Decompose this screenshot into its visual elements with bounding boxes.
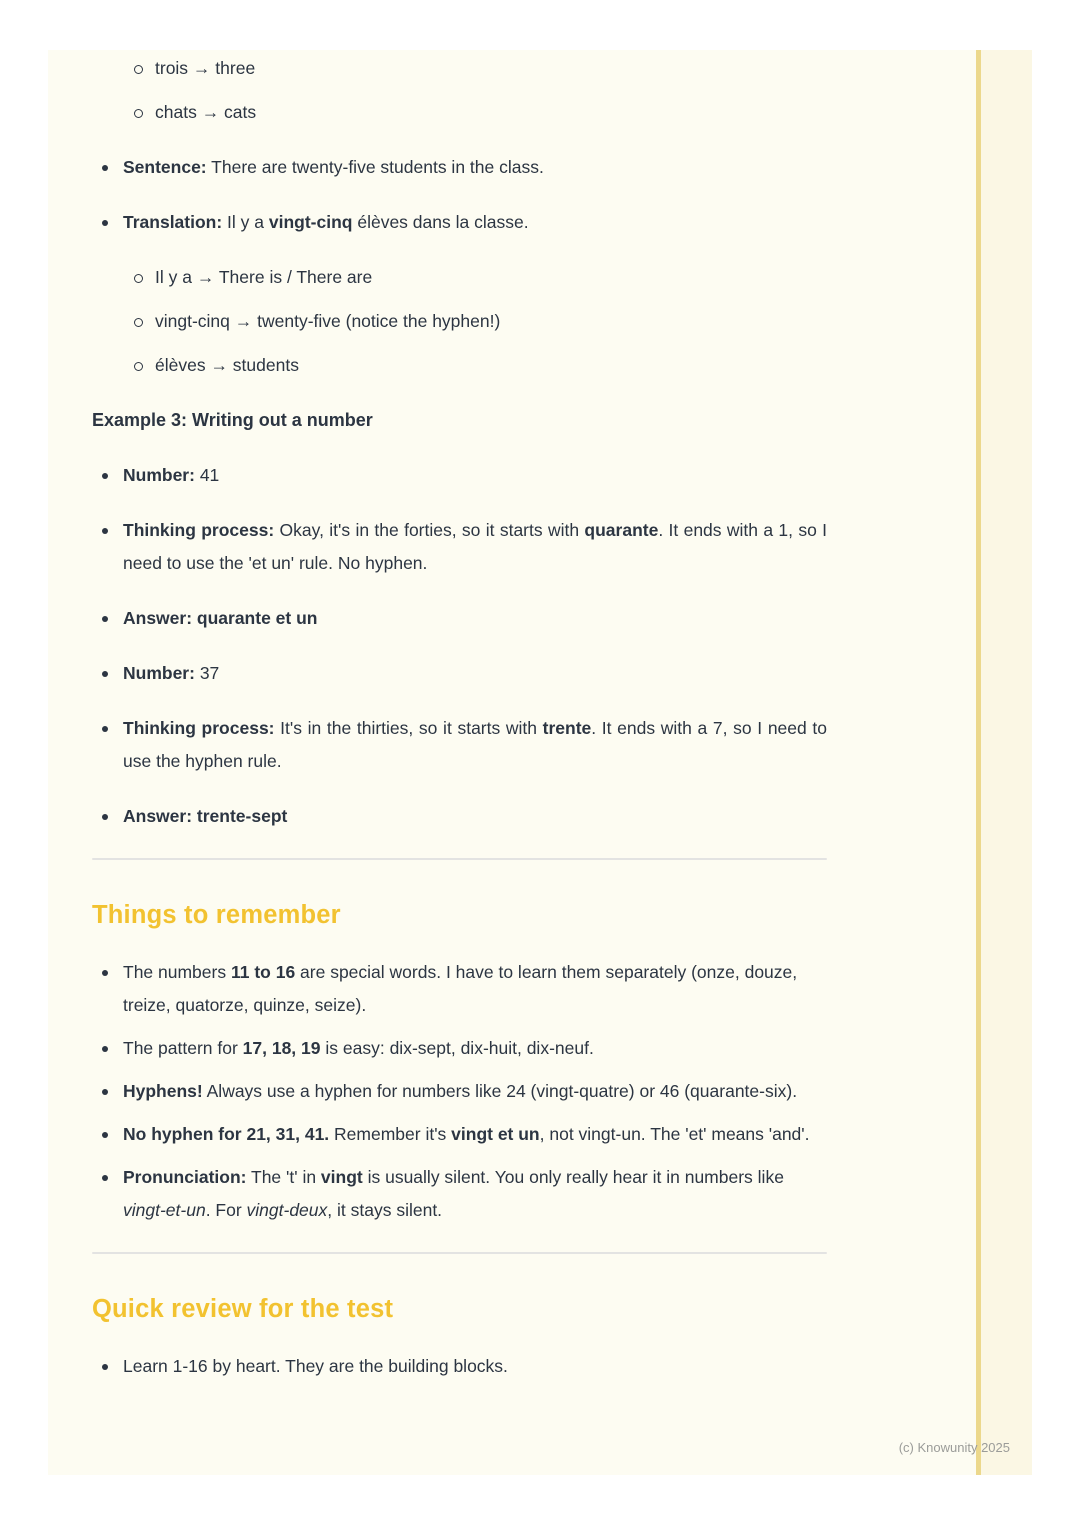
text-segment: 17, 18, 19 <box>242 1038 321 1058</box>
section-divider <box>92 1252 827 1254</box>
bullet-marker-box <box>125 349 155 371</box>
bullet-marker-box <box>92 657 123 677</box>
text-segment: . It ends with a 1, so I need to use the 'et un' rule. No hyphen. <box>123 520 828 573</box>
text-segment: Always use a hyphen for numbers like 24 (vingt-quatre) or 46 (quarante-six). <box>202 1081 798 1101</box>
text-segment: vingt-cinq <box>268 212 353 232</box>
text-segment: vingt-deux <box>246 1200 328 1220</box>
text-segment: quarante <box>584 520 659 540</box>
list-item <box>92 514 827 580</box>
sub-list-item <box>92 52 827 85</box>
list-item-text <box>155 52 827 85</box>
list-item <box>92 1350 827 1383</box>
list-item <box>92 1075 827 1108</box>
text-segment: It's in the thirties, so it starts with <box>274 718 543 738</box>
hollow-bullet-icon <box>134 65 143 74</box>
text-segment: No hyphen for 21, 31, 41. <box>123 1124 330 1144</box>
bullet-dot-icon <box>102 1046 108 1052</box>
list-item-text <box>123 1350 827 1383</box>
bullet-dot-icon <box>102 616 108 622</box>
list-item-text <box>123 657 827 690</box>
notes-content <box>48 50 976 1383</box>
bullet-marker-box <box>125 305 155 327</box>
bullet-dot-icon <box>102 1364 108 1370</box>
text-segment: Answer: quarante et un <box>123 608 318 628</box>
text-segment: Remember it's <box>329 1124 452 1144</box>
list-item-text <box>123 1032 827 1065</box>
bullet-marker-box <box>125 96 155 118</box>
list-item-text <box>123 1161 827 1227</box>
bullet-marker-box <box>92 1118 123 1138</box>
page-edge-strip <box>981 50 1032 1475</box>
sub-list-item <box>92 305 827 338</box>
bullet-marker-box <box>92 602 123 622</box>
text-segment: Number: <box>123 663 195 683</box>
text-segment: . For <box>205 1200 247 1220</box>
bullet-marker-box <box>92 800 123 820</box>
text-segment: The pattern for <box>123 1038 243 1058</box>
text-segment: Learn 1-16 by heart. They are the building blocks. <box>123 1356 508 1376</box>
list-item-text <box>123 1118 827 1151</box>
bullet-marker-box <box>92 151 123 171</box>
section-divider <box>92 858 827 860</box>
text-segment: Thinking process: <box>123 520 275 540</box>
hollow-bullet-icon <box>134 318 143 327</box>
text-segment: chats → cats <box>155 102 257 122</box>
text-segment: Number: <box>123 465 195 485</box>
bullet-marker-box <box>125 261 155 283</box>
sub-list-item <box>92 349 827 382</box>
text-segment: élèves → students <box>155 355 299 375</box>
text-segment: Things to remember <box>92 901 341 929</box>
text-segment: Il y a → There is / There are <box>155 267 373 287</box>
text-segment: is usually silent. You only really hear it in numbers like <box>362 1167 784 1187</box>
bullet-marker-box <box>92 1350 123 1370</box>
text-segment: vingt et un <box>451 1124 540 1144</box>
bullet-dot-icon <box>102 528 108 534</box>
text-segment: are special words. I have to learn them separately (onze, douze, treize, quatorze, quinze, seize). <box>123 962 798 1015</box>
bullet-marker-box <box>92 514 123 534</box>
section-heading <box>92 896 827 934</box>
list-item-text <box>123 800 827 833</box>
list-item <box>92 1118 827 1151</box>
text-segment: vingt-cinq → twenty-five (notice the hyphen!) <box>155 311 501 331</box>
text-segment: . It ends with a 7, so I need to use the hyphen rule. <box>123 718 827 771</box>
bullet-marker-box <box>92 956 123 976</box>
list-item <box>92 151 827 184</box>
list-item <box>92 459 827 492</box>
example-subheading <box>92 404 827 437</box>
bullet-dot-icon <box>102 165 108 171</box>
text-segment: 41 <box>194 465 220 485</box>
text-segment: Pronunciation: <box>123 1167 247 1187</box>
text-segment: vingt-et-un <box>123 1200 206 1220</box>
list-item <box>92 956 827 1022</box>
list-item-text <box>155 349 827 382</box>
list-item-text <box>123 1075 827 1108</box>
text-segment: The numbers <box>123 962 231 982</box>
text-segment: The 't' in <box>246 1167 321 1187</box>
text-segment: Answer: trente-sept <box>123 806 288 826</box>
bullet-dot-icon <box>102 1175 108 1181</box>
text-segment: Il y a <box>222 212 269 232</box>
text-segment: vingt <box>320 1167 363 1187</box>
text-segment: Example 3: Writing out a number <box>92 410 373 430</box>
hollow-bullet-icon <box>134 109 143 118</box>
list-item-text <box>123 712 827 778</box>
hollow-bullet-icon <box>134 362 143 371</box>
bullet-marker-box <box>92 1032 123 1052</box>
list-item <box>92 1161 827 1227</box>
text-segment: Okay, it's in the forties, so it starts with <box>274 520 585 540</box>
list-item <box>92 206 827 239</box>
list-item-text <box>155 261 827 294</box>
text-segment: 11 to 16 <box>230 962 296 982</box>
list-item-text <box>155 96 827 129</box>
list-item-text <box>155 305 827 338</box>
section-heading <box>92 1290 827 1328</box>
list-item-text <box>123 151 827 184</box>
bullet-dot-icon <box>102 473 108 479</box>
bullet-marker-box <box>125 52 155 74</box>
list-item <box>92 712 827 778</box>
text-segment: , not vingt-un. The 'et' means 'and'. <box>539 1124 810 1144</box>
text-segment: Quick review for the test <box>92 1295 394 1323</box>
text-segment: There are twenty-five students in the class. <box>206 157 544 177</box>
text-segment: Translation: <box>123 212 223 232</box>
notes-page <box>48 50 976 1475</box>
bullet-dot-icon <box>102 970 108 976</box>
list-item <box>92 800 827 833</box>
watermark: (c) Knowunity 2025 <box>898 1440 1010 1455</box>
list-item-text <box>123 459 827 492</box>
text-segment: Hyphens! <box>123 1081 203 1101</box>
bullet-dot-icon <box>102 671 108 677</box>
bullet-dot-icon <box>102 220 108 226</box>
list-item-text <box>123 602 827 635</box>
text-segment: trois → three <box>155 58 256 78</box>
bullet-dot-icon <box>102 814 108 820</box>
bullet-marker-box <box>92 1161 123 1181</box>
text-segment: Thinking process: <box>123 718 275 738</box>
sub-list-item <box>92 261 827 294</box>
bullet-marker-box <box>92 459 123 479</box>
list-item <box>92 602 827 635</box>
text-segment: élèves dans la classe. <box>352 212 529 232</box>
list-item <box>92 657 827 690</box>
list-item-text <box>123 956 827 1022</box>
text-segment: , it stays silent. <box>327 1200 443 1220</box>
hollow-bullet-icon <box>134 274 143 283</box>
bullet-dot-icon <box>102 726 108 732</box>
bullet-marker-box <box>92 1075 123 1095</box>
list-item <box>92 1032 827 1065</box>
list-item-text <box>123 206 827 239</box>
text-segment: trente <box>542 718 592 738</box>
list-item-text <box>123 514 827 580</box>
text-segment: is easy: dix-sept, dix-huit, dix-neuf. <box>320 1038 594 1058</box>
bullet-marker-box <box>92 712 123 732</box>
sub-list-item <box>92 96 827 129</box>
bullet-marker-box <box>92 206 123 226</box>
bullet-dot-icon <box>102 1089 108 1095</box>
text-segment: Sentence: <box>123 157 207 177</box>
text-segment: 37 <box>194 663 220 683</box>
bullet-dot-icon <box>102 1132 108 1138</box>
